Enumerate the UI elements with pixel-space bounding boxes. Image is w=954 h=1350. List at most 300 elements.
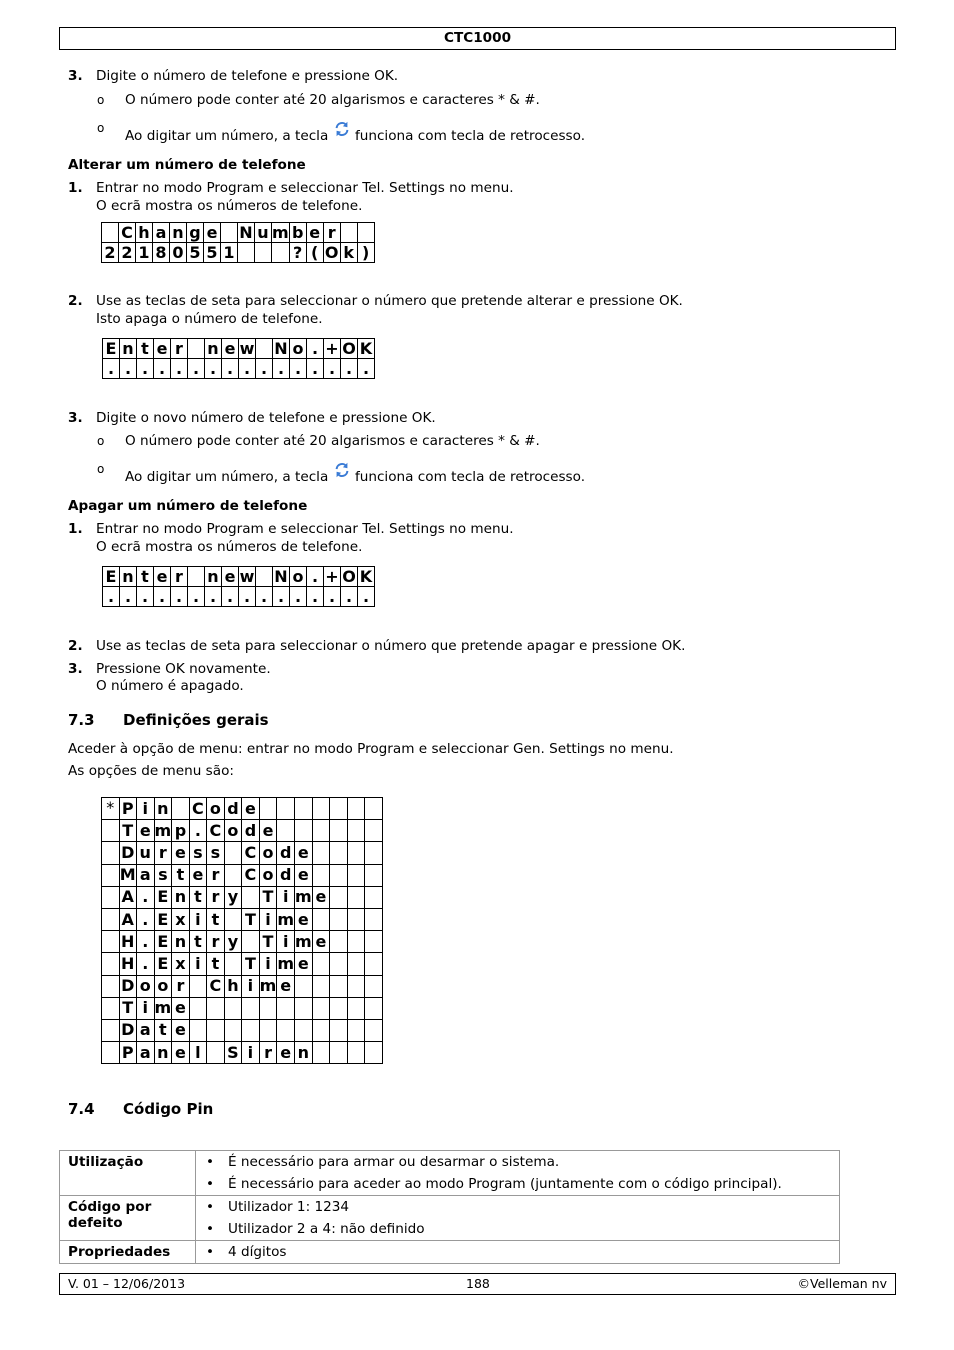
lcd-cell: .: [188, 359, 205, 379]
menu-cell: [189, 975, 207, 997]
menu-cell: [242, 1019, 260, 1041]
menu-cell: [365, 1019, 383, 1041]
lcd-cell: .: [137, 359, 154, 379]
lcd-cell: .: [120, 587, 137, 607]
lcd-cell: .: [154, 359, 171, 379]
menu-cell: C: [189, 798, 207, 820]
lcd-cell: [340, 223, 357, 243]
menu-cell: [207, 997, 225, 1019]
menu-cell: s: [154, 864, 172, 886]
section-7-3-heading: 7.3 Definições gerais: [68, 711, 269, 729]
change-step1: 1. Entrar no modo Program e seleccionar Tel. Settings no menu. O ecrã mostra os números de telefone.: [68, 180, 514, 214]
menu-cell: i: [277, 886, 295, 908]
lcd-cell: 2: [102, 243, 119, 263]
lcd-cell: .: [205, 359, 222, 379]
menu-cell: m: [277, 953, 295, 975]
lcd-cell: n: [170, 223, 187, 243]
lcd-cell: 8: [153, 243, 170, 263]
header-title: CTC1000: [443, 30, 512, 46]
menu-cell: [330, 820, 348, 842]
lcd-cell: .: [307, 339, 324, 359]
menu-cell: P: [119, 1042, 137, 1064]
lcd-cell: .: [307, 359, 324, 379]
spec-row: [60, 1241, 840, 1264]
lcd-cell: .: [273, 359, 290, 379]
menu-cell: [365, 886, 383, 908]
menu-cell: a: [137, 1019, 155, 1041]
menu-cell: n: [295, 1042, 313, 1064]
change-step3: 3. Digite o novo número de telefone e pressione OK.: [68, 410, 436, 426]
lcd-cell: o: [290, 567, 307, 587]
menu-cell: [102, 908, 120, 930]
list-item: • É necessário para armar ou desarmar o sistema.: [200, 1151, 835, 1173]
menu-cell: [277, 820, 295, 842]
menu-cell: n: [154, 1042, 172, 1064]
menu-cell: r: [259, 1042, 277, 1064]
menu-cell: [102, 1042, 120, 1064]
menu-cell: [207, 1042, 225, 1064]
menu-row: [102, 864, 383, 886]
lcd-cell: .: [239, 359, 256, 379]
menu-cell: o: [154, 975, 172, 997]
lcd-cell: h: [136, 223, 153, 243]
menu-cell: i: [242, 1042, 260, 1064]
menu-cell: [102, 820, 120, 842]
lcd-cell: o: [290, 339, 307, 359]
lcd-cell: E: [103, 567, 120, 587]
delete-heading: Apagar um número de telefone: [68, 498, 308, 514]
spec-key: Código por defeito: [60, 1196, 196, 1241]
menu-cell: T: [242, 908, 260, 930]
menu-cell: d: [224, 798, 242, 820]
menu-cell: e: [295, 908, 313, 930]
lcd-cell: e: [222, 339, 239, 359]
menu-cell: n: [172, 931, 190, 953]
menu-cell: [277, 997, 295, 1019]
lcd-cell: K: [358, 567, 375, 587]
lcd-cell: [238, 243, 255, 263]
menu-cell: [330, 908, 348, 930]
lcd-cell: e: [204, 223, 221, 243]
menu-cell: [312, 975, 330, 997]
refresh-icon: [333, 461, 351, 479]
menu-cell: e: [242, 798, 260, 820]
lcd-cell: .: [137, 587, 154, 607]
lcd-cell: [255, 243, 272, 263]
menu-cell: [365, 953, 383, 975]
menu-cell: D: [119, 842, 137, 864]
section-7-3-para1: Aceder à opção de menu: entrar no modo Program e seleccionar Gen. Settings no menu.: [68, 741, 674, 757]
change-heading: Alterar um número de telefone: [68, 157, 306, 173]
menu-row: [102, 842, 383, 864]
menu-cell: e: [172, 997, 190, 1019]
menu-cell: [330, 931, 348, 953]
lcd-cell: 2: [119, 243, 136, 263]
menu-cell: [347, 820, 365, 842]
lcd-cell: .: [358, 587, 375, 607]
change-sub2: o Ao digitar um número, a tecla funciona com tecla de retrocesso.: [97, 462, 586, 485]
menu-cell: [347, 908, 365, 930]
menu-cell: l: [189, 1042, 207, 1064]
lcd-cell: e: [306, 223, 323, 243]
menu-cell: [347, 931, 365, 953]
lcd-cell: m: [272, 223, 289, 242]
menu-cell: [365, 820, 383, 842]
menu-cell: s: [189, 842, 207, 864]
lcd-cell: t: [137, 339, 154, 359]
lcd-cell: .: [222, 359, 239, 379]
menu-cell: [102, 975, 120, 997]
lcd-cell: k: [340, 243, 357, 263]
menu-cell: e: [172, 1042, 190, 1064]
lcd-cell: .: [120, 359, 137, 379]
menu-cell: E: [154, 931, 172, 953]
menu-cell: r: [207, 864, 225, 886]
menu-cell: r: [172, 975, 190, 997]
menu-cell: a: [137, 1042, 155, 1064]
menu-cell: A: [119, 908, 137, 930]
section-7-3-para2: As opções de menu são:: [68, 763, 234, 779]
lcd-cell: [256, 567, 273, 587]
menu-cell: [330, 997, 348, 1019]
menu-cell: E: [154, 908, 172, 930]
lcd-cell: g: [187, 223, 204, 243]
lcd-cell: O: [342, 339, 356, 358]
menu-cell: [277, 798, 295, 820]
menu-cell: [312, 842, 330, 864]
menu-cell: [102, 864, 120, 886]
footer-version: V. 01 – 12/06/2013: [68, 1276, 186, 1291]
circle-bullet-icon: o: [97, 434, 105, 448]
menu-row: [102, 931, 383, 953]
menu-cell: t: [207, 953, 225, 975]
lcd-cell: .: [324, 587, 341, 607]
menu-row: [102, 997, 383, 1019]
menu-cell: [365, 798, 383, 820]
menu-cell: n: [154, 798, 172, 820]
menu-cell: r: [207, 931, 225, 953]
menu-cell: [330, 864, 348, 886]
menu-cell: [365, 975, 383, 997]
menu-row: [102, 908, 383, 930]
menu-cell: [330, 953, 348, 975]
lcd-cell: .: [222, 587, 239, 607]
menu-cell: [189, 997, 207, 1019]
menu-cell: i: [259, 908, 277, 930]
intro-sub1: o O número pode conter até 20 algarismos e caracteres * & #.: [97, 92, 540, 108]
menu-cell: M: [119, 864, 137, 886]
lcd-cell: e: [222, 567, 239, 587]
menu-cell: P: [119, 798, 137, 820]
lcd-cell: [256, 339, 273, 359]
lcd-cell: w: [239, 339, 255, 358]
menu-cell: d: [242, 820, 260, 842]
menu-cell: m: [295, 886, 313, 908]
menu-row: [102, 886, 383, 908]
menu-cell: [259, 798, 277, 820]
menu-cell: [189, 1019, 207, 1041]
menu-cell: i: [242, 975, 260, 997]
menu-cell: [330, 1042, 348, 1064]
menu-cell: i: [137, 997, 155, 1019]
lcd-cell: K: [358, 339, 375, 359]
delete-step3: 3. Pressione OK novamente. O número é apagado.: [68, 661, 271, 694]
lcd-cell: 1: [221, 243, 238, 263]
menu-cell: n: [172, 886, 190, 908]
lcd-cell: [272, 243, 290, 263]
lcd-cell: r: [171, 339, 188, 359]
menu-cell: [224, 842, 242, 864]
footer-page-number: 188: [466, 1276, 490, 1291]
menu-cell: m: [154, 820, 172, 842]
lcd-cell: .: [273, 587, 290, 607]
change-sub1: o O número pode conter até 20 algarismos e caracteres * & #.: [97, 433, 540, 449]
menu-cell: x: [172, 953, 190, 975]
menu-cell: t: [154, 1019, 172, 1041]
spec-row: [60, 1151, 840, 1196]
section-7-4-heading: 7.4 Código Pin: [68, 1100, 214, 1118]
menu-cell: m: [295, 931, 313, 953]
menu-cell: a: [137, 864, 155, 886]
lcd-cell: .: [307, 567, 324, 587]
menu-cell: [295, 997, 313, 1019]
menu-cell: [365, 864, 383, 886]
menu-cell: .: [137, 953, 155, 975]
lcd-cell: t: [137, 567, 154, 587]
menu-cell: T: [119, 997, 137, 1019]
menu-cell: D: [119, 1019, 137, 1041]
menu-cell: C: [207, 975, 225, 997]
lcd-cell: .: [171, 359, 188, 379]
menu-cell: i: [189, 953, 207, 975]
menu-cell: T: [119, 820, 137, 842]
menu-cell: t: [189, 931, 207, 953]
menu-cell: [312, 953, 330, 975]
menu-cell: [295, 1019, 313, 1041]
menu-cell: e: [312, 886, 330, 908]
menu-cell: [347, 886, 365, 908]
menu-cell: [224, 864, 242, 886]
menu-cell: [347, 953, 365, 975]
menu-cell: h: [224, 975, 242, 997]
menu-cell: [347, 997, 365, 1019]
menu-cell: [330, 842, 348, 864]
lcd-cell: E: [103, 339, 120, 359]
menu-cell: o: [259, 864, 277, 886]
lcd-cell: .: [341, 587, 358, 607]
lcd-cell: [188, 567, 205, 587]
menu-row: [102, 820, 383, 842]
menu-row: [102, 975, 383, 997]
menu-cell: e: [295, 842, 313, 864]
menu-cell: e: [295, 864, 313, 886]
lcd-cell: r: [171, 567, 188, 587]
delete-step2: 2. Use as teclas de seta para seleccionar o número que pretende apagar e pressione OK.: [68, 638, 686, 654]
menu-cell: [172, 798, 190, 820]
menu-cell: e: [137, 820, 155, 842]
lcd-cell: [221, 223, 238, 243]
menu-cell: .: [137, 931, 155, 953]
menu-row: [102, 1019, 383, 1041]
lcd-cell: O: [324, 243, 339, 262]
lcd-cell: n: [205, 339, 222, 359]
gen-settings-menu-grid: [101, 797, 383, 1064]
pin-code-table: [59, 1150, 840, 1264]
menu-cell: *: [102, 798, 120, 820]
page-footer: [59, 1273, 896, 1295]
lcd-cell: +: [325, 567, 339, 586]
menu-cell: [365, 908, 383, 930]
step-number: 3.: [68, 68, 83, 84]
menu-cell: o: [137, 975, 155, 997]
lcd-cell: ): [357, 243, 374, 263]
menu-cell: D: [119, 975, 137, 997]
menu-cell: S: [224, 1042, 242, 1064]
menu-cell: e: [189, 864, 207, 886]
menu-cell: [102, 997, 120, 1019]
menu-cell: [242, 886, 260, 908]
menu-cell: E: [154, 953, 172, 975]
circle-bullet-icon: o: [97, 93, 105, 107]
menu-cell: u: [137, 842, 155, 864]
menu-cell: H: [119, 931, 137, 953]
menu-cell: [277, 1019, 295, 1041]
menu-cell: o: [259, 842, 277, 864]
lcd-cell: N: [239, 223, 253, 242]
menu-cell: [295, 975, 313, 997]
menu-cell: C: [242, 864, 260, 886]
lcd-cell: (: [306, 243, 323, 263]
lcd-cell: .: [324, 359, 341, 379]
lcd-cell: [188, 339, 205, 359]
list-item: • Utilizador 2 a 4: não definido: [200, 1218, 835, 1240]
spec-key: Propriedades: [60, 1241, 196, 1264]
menu-cell: [224, 953, 242, 975]
menu-cell: .: [137, 908, 155, 930]
step-text: Digite o número de telefone e pressione OK.: [96, 68, 399, 84]
menu-cell: s: [207, 842, 225, 864]
lcd-cell: .: [307, 587, 324, 607]
menu-cell: t: [207, 908, 225, 930]
menu-cell: H: [119, 953, 137, 975]
menu-row: [102, 798, 383, 820]
lcd-cell: C: [119, 223, 136, 243]
lcd-cell: N: [274, 339, 288, 358]
menu-cell: t: [189, 886, 207, 908]
menu-cell: [365, 842, 383, 864]
menu-cell: [259, 1019, 277, 1041]
lcd-cell: 0: [170, 243, 187, 263]
menu-row: [102, 953, 383, 975]
menu-cell: [365, 1042, 383, 1064]
menu-cell: [347, 1019, 365, 1041]
menu-cell: e: [172, 1019, 190, 1041]
menu-cell: C: [207, 820, 225, 842]
menu-cell: e: [295, 953, 313, 975]
lcd-cell: .: [205, 587, 222, 607]
intro-sub2: o Ao digitar um número, a tecla funciona com tecla de retrocesso.: [97, 121, 586, 144]
lcd-cell: n: [120, 339, 137, 359]
menu-cell: [102, 1019, 120, 1041]
lcd-cell: .: [256, 359, 273, 379]
menu-cell: d: [277, 842, 295, 864]
menu-cell: C: [242, 842, 260, 864]
menu-cell: e: [277, 975, 295, 997]
lcd-cell: w: [239, 567, 255, 586]
lcd-cell: 5: [204, 243, 221, 263]
menu-cell: m: [277, 908, 295, 930]
menu-cell: [312, 908, 330, 930]
lcd-cell: e: [154, 567, 171, 587]
list-item: • 4 dígitos: [200, 1241, 835, 1263]
spec-values: [196, 1151, 840, 1196]
menu-cell: [312, 1019, 330, 1041]
spec-key: Utilização: [60, 1151, 196, 1196]
menu-cell: .: [189, 820, 207, 842]
lcd-cell: .: [171, 587, 188, 607]
lcd-cell: .: [256, 587, 273, 607]
menu-cell: [365, 931, 383, 953]
menu-cell: [330, 975, 348, 997]
menu-cell: y: [224, 931, 242, 953]
menu-cell: y: [224, 886, 242, 908]
menu-cell: T: [242, 953, 260, 975]
menu-cell: T: [259, 886, 277, 908]
menu-cell: [242, 997, 260, 1019]
intro-step3: [68, 68, 399, 84]
menu-cell: [330, 798, 348, 820]
menu-cell: r: [207, 886, 225, 908]
spec-values: [196, 1241, 840, 1264]
lcd-cell: .: [358, 359, 375, 379]
menu-cell: A: [119, 886, 137, 908]
menu-cell: m: [259, 975, 277, 997]
menu-cell: [207, 1019, 225, 1041]
menu-row: [102, 1042, 383, 1064]
menu-cell: [224, 997, 242, 1019]
menu-cell: m: [154, 997, 172, 1019]
lcd-cell: n: [205, 567, 222, 587]
menu-cell: [312, 1042, 330, 1064]
menu-cell: [224, 1019, 242, 1041]
lcd-cell: u: [255, 223, 272, 243]
lcd-cell: .: [341, 359, 358, 379]
lcd-cell: [357, 223, 374, 243]
menu-cell: [259, 997, 277, 1019]
lcd-cell: .: [188, 587, 205, 607]
lcd-cell: .: [154, 587, 171, 607]
change-step2: 2. Use as teclas de seta para seleccionar o número que pretende alterar e pressione OK. Isto apaga o número de telefone.: [68, 293, 683, 327]
menu-cell: [347, 798, 365, 820]
lcd-cell: n: [120, 567, 137, 587]
menu-cell: i: [259, 953, 277, 975]
menu-cell: [102, 842, 120, 864]
spec-row: [60, 1196, 840, 1241]
lcd-cell: .: [103, 359, 120, 379]
menu-cell: [102, 931, 120, 953]
menu-cell: [312, 864, 330, 886]
menu-cell: [295, 820, 313, 842]
list-item: • É necessário para aceder ao modo Program (juntamente com o código principal).: [200, 1173, 835, 1195]
circle-bullet-icon: o: [97, 121, 105, 135]
menu-cell: [102, 886, 120, 908]
menu-cell: [295, 798, 313, 820]
page-header: [59, 27, 896, 50]
menu-cell: i: [137, 798, 155, 820]
circle-bullet-icon: o: [97, 462, 105, 476]
menu-cell: [330, 886, 348, 908]
menu-cell: i: [189, 908, 207, 930]
